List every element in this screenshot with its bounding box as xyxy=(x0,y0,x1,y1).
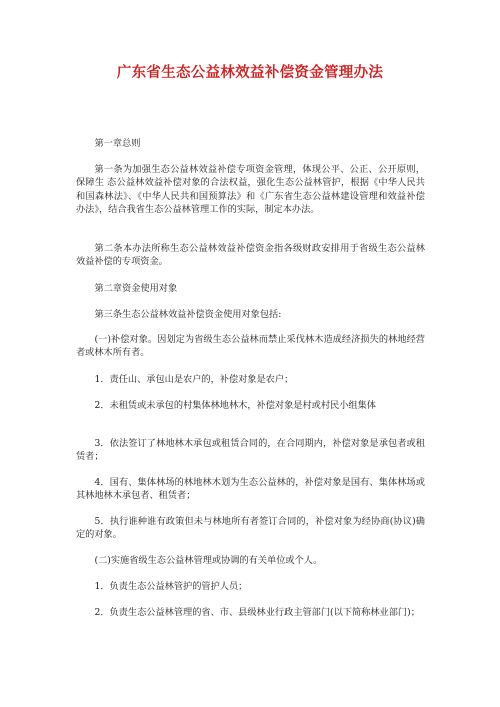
article-paragraph: 第一条为加强生态公益林效益补偿专项资金管理，体现公平、公正、公开原则，保障生 态公益林效益补偿对象的合法权益，强化生态公益林管护，根据《中华人民共和国森林法》、《中华人民共和国预算法》和《广东省生态公益林建设管理和效益补偿 办法》，结合我省生态公益林管理工作的实际，制定本办法。 xyxy=(76,164,425,216)
clause-item: 4．国有、集体林场的林地林木划为生态公益林的，补偿对象是国有、集体林场或其林地林木承包者、租赁者； xyxy=(76,477,425,502)
clause-item: 1．责任山、承包山是农户的，补偿对象是农户； xyxy=(94,374,294,385)
clause-item: 5．执行谁种谁有政策但未与林地所有者签订合同的，补偿对象为经协商(协议)确定的对象。 xyxy=(76,516,425,541)
clause-item: 3．依法签订了林地林木承包或租赁合同的，在合同期内，补偿对象是承包者或租赁者； xyxy=(76,438,425,463)
clause-item: 2．负责生态公益林管理的省、市、县级林业行政主管部门(以下简称林业部门)； xyxy=(94,607,420,618)
chapter-heading: 第一章总则 xyxy=(94,138,141,149)
chapter-heading: 第二章资金使用对象 xyxy=(94,283,178,294)
clause-item: 2．未租赁或未承包的村集体林地林木，补偿对象是村或村民小组集体 xyxy=(94,400,376,411)
article-paragraph: 第二条本办法所称生态公益林效益补偿资金指各级财政安排用于省级生态公益林效益补偿的专项资金。 xyxy=(76,243,425,268)
clause-item: 1．负责生态公益林管护的管护人员； xyxy=(94,581,248,592)
document-title: 广东省生态公益林效益补偿资金管理办法 xyxy=(116,65,384,81)
clause-paragraph: (一)补偿对象。因划定为省级生态公益林而禁止采伐林木造成经济损失的林地经营者或林木所有者。 xyxy=(76,334,425,359)
clause-paragraph: (二)实施省级生态公益林管理或协调的有关单位或个人。 xyxy=(94,555,323,566)
article-paragraph: 第三条生态公益林效益补偿资金使用对象包括: xyxy=(94,309,282,320)
